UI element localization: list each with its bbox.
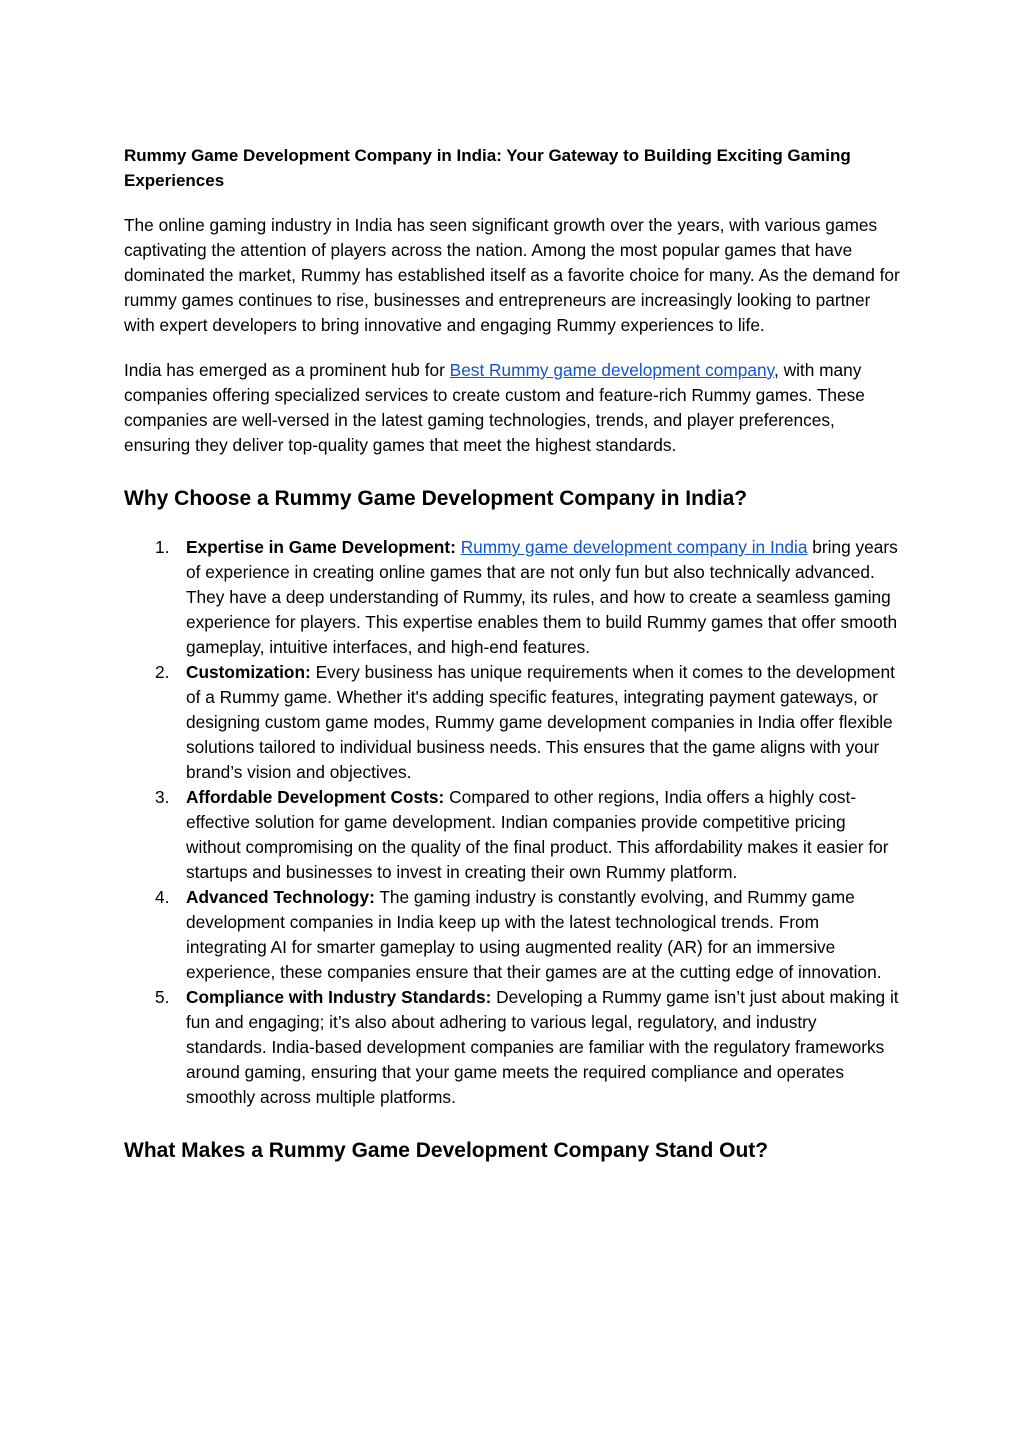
document-title: Rummy Game Development Company in India: Your Gateway to Building Exciting Gaming Experiences	[124, 146, 851, 190]
list-item-number: 5.	[155, 987, 170, 1007]
list-item	[124, 885, 902, 985]
why-choose-heading: Why Choose a Rummy Game Development Company in India?	[124, 487, 748, 510]
list-item-text: The gaming industry is constantly evolving, and Rummy game development companies in India keep up with the latest technological trends. From integrating AI for smarter gameplay to using augmented reality (AR) for an immersive experience, these companies ensure that their games are at the cutting edge of innovation.	[186, 887, 882, 982]
list-item-title: Compliance with Industry Standards:	[186, 987, 492, 1007]
hub-paragraph-text-before: India has emerged as a prominent hub for	[124, 360, 450, 380]
list-item-number: 1.	[155, 537, 170, 557]
list-item-title: Affordable Development Costs:	[186, 787, 445, 807]
hub-paragraph-text-after: , with many companies offering specialized services to create custom and feature-rich Rummy games. These companies are well-versed in the latest gaming technologies, trends, and player preferences, ensuring they deliver top-quality games that meet the highest standards.	[124, 360, 865, 455]
stand-out-heading: What Makes a Rummy Game Development Company Stand Out?	[124, 1139, 769, 1162]
list-item-number: 2.	[155, 662, 170, 682]
list-item	[124, 535, 902, 660]
list-item	[124, 660, 902, 785]
rummy-company-india-link[interactable]: Rummy game development company in India	[460, 537, 808, 557]
list-item	[124, 785, 902, 885]
intro-paragraph: The online gaming industry in India has seen significant growth over the years, with various games captivating the attention of players across the nation. Among the most popular games that have dominated the market, Rummy has established itself as a favorite choice for many. As the demand for rummy games continues to rise, businesses and entrepreneurs are increasingly looking to partner with expert developers to bring innovative and engaging Rummy experiences to life.	[124, 215, 900, 335]
list-item-title: Advanced Technology:	[186, 887, 375, 907]
list-item-text: Every business has unique requirements when it comes to the development of a Rummy game. Whether it's adding specific features, integrating payment gateways, or designing custom game modes, Rummy game development companies in India offer flexible solutions tailored to individual business needs. This ensures that the game aligns with your brand’s vision and objectives.	[186, 662, 895, 782]
list-item	[124, 985, 902, 1110]
list-item-number: 3.	[155, 787, 170, 807]
list-item-title: Expertise in Game Development:	[186, 537, 456, 557]
list-item-text: Compared to other regions, India offers a highly cost-effective solution for game development. Indian companies provide competitive pricing without compromising on the quality of the final product. This affordability makes it easier for startups and businesses to invest in creating their own Rummy platform.	[186, 787, 889, 882]
list-item-text: bring years of experience in creating online games that are not only fun but also technically advanced. They have a deep understanding of Rummy, its rules, and how to create a seamless gaming experience for players. This expertise enables them to build Rummy games that offer smooth gameplay, intuitive interfaces, and high-end features.	[186, 537, 898, 657]
hub-paragraph	[124, 358, 902, 458]
list-item-text: Developing a Rummy game isn’t just about making it fun and engaging; it’s also about adhering to various legal, regulatory, and industry standards. India-based development companies are familiar with the regulatory frameworks around gaming, ensuring that your game meets the required compliance and operates smoothly across multiple platforms.	[186, 987, 899, 1107]
document-body	[124, 143, 902, 1165]
best-rummy-company-link[interactable]: Best Rummy game development company	[449, 360, 774, 380]
list-item-number: 4.	[155, 887, 170, 907]
reasons-list	[124, 535, 902, 1110]
list-item-title: Customization:	[186, 662, 311, 682]
